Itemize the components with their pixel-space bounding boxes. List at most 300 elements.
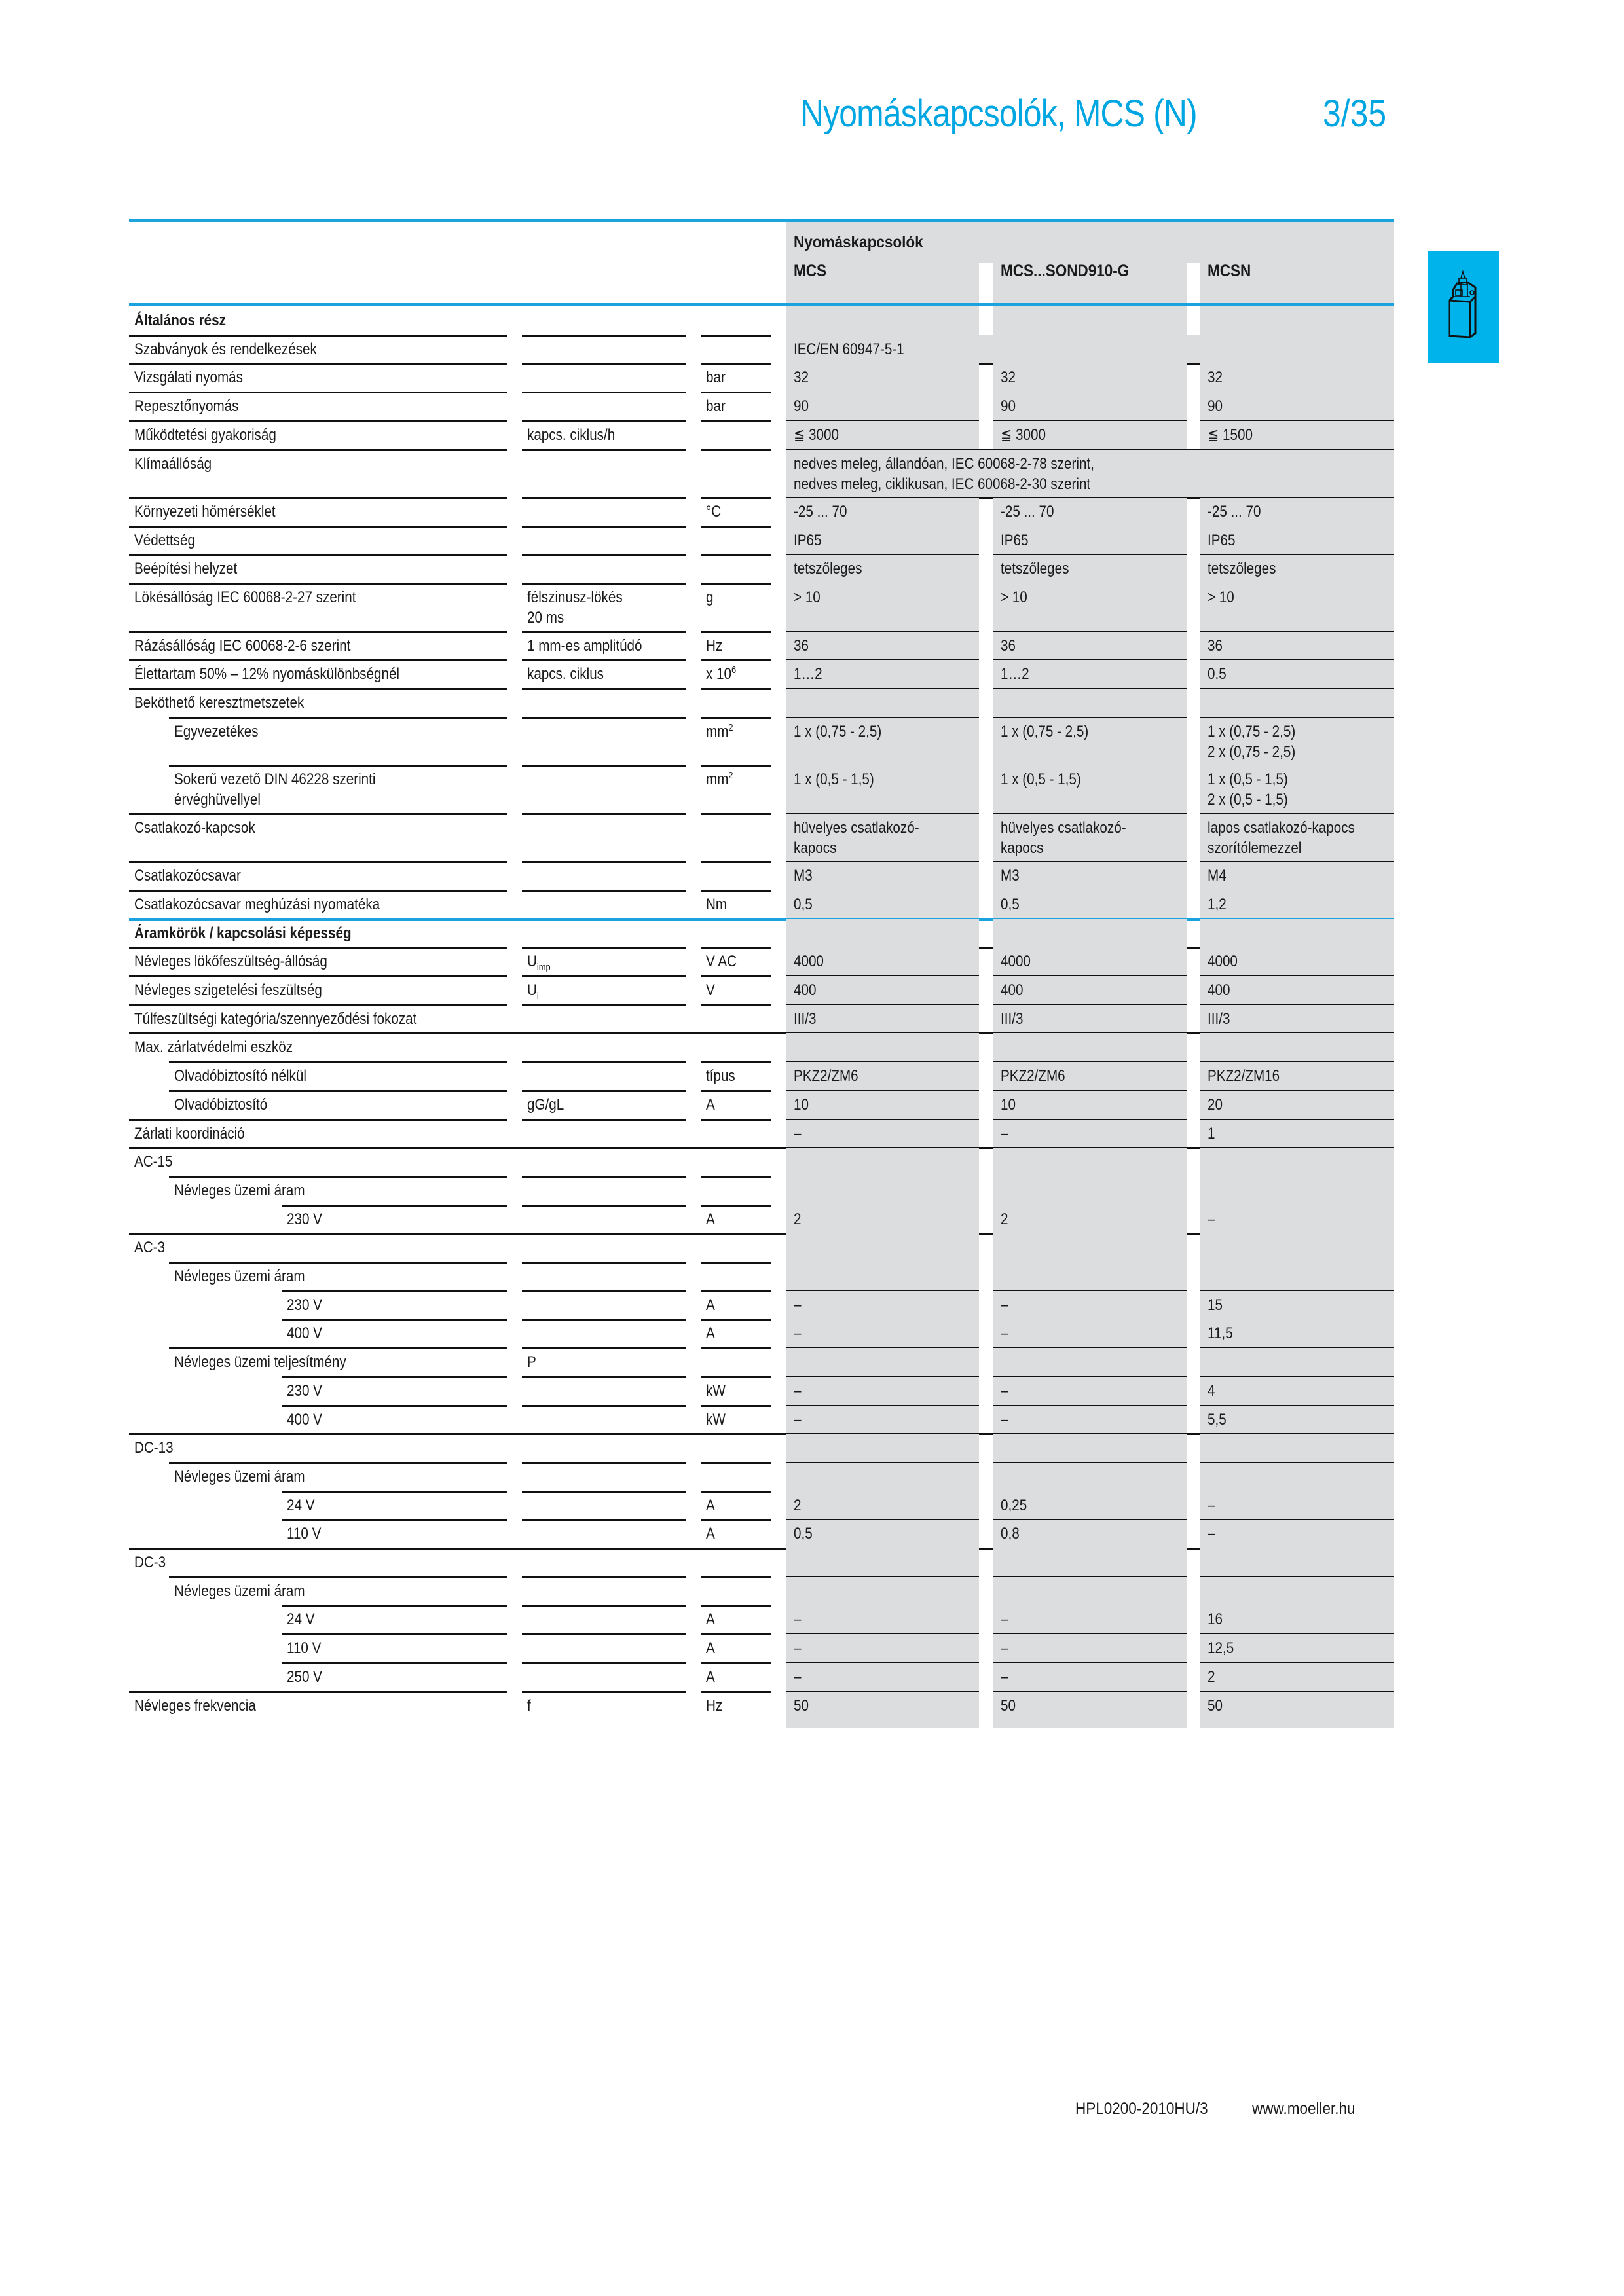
row-rule bbox=[701, 420, 771, 422]
row-gray-bg bbox=[993, 363, 1187, 393]
row-rule bbox=[701, 526, 771, 528]
row-gray-bg bbox=[1200, 660, 1394, 689]
row-rule bbox=[169, 1090, 507, 1092]
row-value-mcsn: 90 bbox=[1208, 397, 1223, 416]
row-unit: V bbox=[706, 981, 715, 999]
row-value-mcsn: 1 x (0,5 - 1,5) 2 x (0,5 - 1,5) bbox=[1208, 771, 1288, 809]
row-gray-bg bbox=[1200, 1205, 1394, 1235]
row-gray-bg bbox=[993, 306, 1187, 336]
row-rule bbox=[169, 1176, 507, 1178]
row-gray-bg bbox=[786, 1233, 979, 1263]
row-gray-bg bbox=[1200, 306, 1394, 336]
row-label: Rázásállóság IEC 60068-2-6 szerint bbox=[134, 636, 351, 655]
section-tab bbox=[1428, 251, 1499, 363]
row-value-span: nedves meleg, állandóan, IEC 60068-2-78 szerint, nedves meleg, ciklikusan, IEC 60068-2-30 szerint bbox=[794, 454, 1094, 493]
row-rule bbox=[282, 1519, 507, 1521]
row-rule bbox=[522, 1061, 686, 1063]
row-rule bbox=[701, 631, 771, 633]
row-unit: A bbox=[706, 1611, 715, 1629]
row-value-mcs: 1 x (0,5 - 1,5) bbox=[794, 771, 874, 789]
row-rule bbox=[522, 1576, 686, 1578]
row-value-mcs: – bbox=[794, 1296, 802, 1314]
row-parameter: 1 mm-es amplitúdó bbox=[527, 636, 642, 655]
row-rule bbox=[701, 813, 771, 815]
row-rule bbox=[701, 947, 771, 949]
row-gray-bg bbox=[993, 1262, 1187, 1292]
row-label: Beépítési helyzet bbox=[134, 560, 238, 578]
row-label: Szabványok és rendelkezések bbox=[134, 340, 317, 358]
row-parameter: kapcs. ciklus bbox=[527, 665, 604, 683]
row-unit: Hz bbox=[706, 1696, 723, 1715]
row-gray-bg bbox=[1200, 919, 1394, 949]
row-rule bbox=[522, 449, 686, 451]
row-rule bbox=[522, 765, 686, 767]
row-gray-bg bbox=[1200, 1262, 1394, 1292]
row-parameter: $U_i$ bbox=[527, 981, 539, 1002]
row-gray-bg bbox=[993, 1291, 1187, 1321]
row-rule bbox=[701, 1119, 771, 1121]
row-rule bbox=[129, 497, 507, 499]
row-gray-bg bbox=[1200, 1377, 1394, 1406]
row-rule bbox=[522, 392, 686, 393]
row-value-mcs: – bbox=[794, 1639, 802, 1658]
row-value-mcs-sond910-g: 0,5 bbox=[1001, 895, 1020, 913]
row-rule bbox=[701, 1061, 771, 1063]
row-unit: Hz bbox=[706, 636, 723, 655]
row-rule bbox=[522, 1262, 686, 1264]
row-rule bbox=[701, 1576, 771, 1578]
row-label: Névleges szigetelési feszültség bbox=[134, 981, 322, 999]
column-header-mcs-sond910-g: MCS...SOND910-G bbox=[1001, 262, 1130, 280]
row-value-mcs-sond910-g: 0,8 bbox=[1001, 1525, 1020, 1543]
row-rule bbox=[129, 1004, 507, 1006]
row-rule bbox=[282, 1662, 507, 1664]
param-subscript: imp bbox=[536, 962, 551, 974]
row-rule bbox=[522, 947, 686, 949]
row-gray-bg bbox=[993, 1319, 1187, 1349]
row-value-mcsn: 50 bbox=[1208, 1696, 1223, 1715]
row-value-mcsn: 15 bbox=[1208, 1296, 1223, 1314]
row-gray-bg bbox=[1200, 1148, 1394, 1177]
row-rule bbox=[701, 717, 771, 719]
row-value-mcs-sond910-g: -25 ... 70 bbox=[1001, 503, 1054, 520]
row-value-mcs-sond910-g: M3 bbox=[1001, 867, 1020, 885]
row-gray-bg bbox=[1200, 392, 1394, 422]
row-gray-bg bbox=[786, 1634, 979, 1664]
row-value-mcsn: 0.5 bbox=[1208, 665, 1227, 683]
row-gray-bg bbox=[993, 1548, 1187, 1578]
column-header-mcs: MCS bbox=[794, 262, 827, 280]
unit-superscript: 6 bbox=[731, 665, 737, 676]
row-value-mcs-sond910-g: 90 bbox=[1001, 397, 1016, 416]
row-gray-bg bbox=[993, 1148, 1187, 1177]
row-value-mcs: -25 ... 70 bbox=[794, 503, 847, 520]
row-rule bbox=[701, 890, 771, 892]
row-rule bbox=[169, 765, 507, 767]
row-gray-bg bbox=[993, 1091, 1187, 1120]
row-value-mcs-sond910-g: – bbox=[1001, 1639, 1008, 1658]
row-rule bbox=[522, 420, 686, 422]
row-value-mcs-sond910-g: PKZ2/ZM6 bbox=[1001, 1067, 1065, 1085]
row-rule bbox=[522, 1119, 686, 1121]
row-label: AC-15 bbox=[134, 1153, 173, 1171]
row-rule bbox=[522, 583, 686, 585]
row-gray-bg bbox=[786, 1663, 979, 1692]
row-rule bbox=[522, 1691, 686, 1693]
row-label: Lökésállóság IEC 60068-2-27 szerint bbox=[134, 589, 356, 607]
row-gray-bg bbox=[1200, 1663, 1394, 1692]
row-label: Sokerű vezető DIN 46228 szerinti érvéghüvellyel bbox=[174, 771, 376, 809]
row-rule bbox=[129, 554, 507, 556]
row-rule bbox=[522, 1205, 686, 1207]
row-value-mcs: 0,5 bbox=[794, 895, 813, 913]
row-label: Olvadóbiztosító nélkül bbox=[174, 1067, 306, 1085]
row-value-mcsn: III/3 bbox=[1208, 1010, 1230, 1028]
row-gray-bg bbox=[1200, 1520, 1394, 1549]
row-value-mcs: – bbox=[794, 1324, 802, 1343]
row-rule bbox=[169, 1462, 507, 1464]
row-rule bbox=[701, 659, 771, 661]
footer-website[interactable]: www.moeller.hu bbox=[1252, 2100, 1356, 2118]
row-rule bbox=[701, 1605, 771, 1607]
row-value-mcsn: 5,5 bbox=[1208, 1410, 1227, 1429]
row-gray-bg bbox=[993, 1348, 1187, 1377]
section-heading: Áramkörök / kapcsolási képesség bbox=[134, 924, 352, 942]
row-value-mcs-sond910-g: 36 bbox=[1001, 636, 1016, 655]
row-rule bbox=[129, 631, 507, 633]
row-rule bbox=[129, 363, 507, 365]
row-label: Olvadóbiztosító bbox=[174, 1095, 268, 1114]
row-rule bbox=[522, 1290, 686, 1292]
row-unit: V AC bbox=[706, 953, 737, 971]
row-rule bbox=[129, 947, 507, 949]
row-value-mcsn: 12,5 bbox=[1208, 1639, 1234, 1658]
row-value-mcs: III/3 bbox=[794, 1010, 817, 1028]
row-value-mcsn: 11,5 bbox=[1208, 1324, 1233, 1343]
row-rule bbox=[701, 1462, 771, 1464]
column-header-mcsn: MCSN bbox=[1208, 262, 1251, 280]
row-value-mcs: ≦ 3000 bbox=[794, 426, 839, 444]
row-value-mcs-sond910-g: 4000 bbox=[1001, 953, 1031, 971]
row-rule bbox=[701, 1633, 771, 1635]
row-value-mcs-sond910-g: – bbox=[1001, 1611, 1008, 1629]
row-unit: A bbox=[706, 1667, 715, 1686]
row-gray-bg bbox=[1200, 632, 1394, 661]
row-value-mcs-sond910-g: – bbox=[1001, 1667, 1008, 1686]
row-rule bbox=[129, 526, 507, 528]
footer-doc-code: HPL0200-2010HU/3 bbox=[1075, 2100, 1208, 2118]
row-gray-bg bbox=[993, 890, 1187, 920]
row-rule bbox=[129, 335, 507, 337]
row-value-mcs-sond910-g: > 10 bbox=[1001, 589, 1027, 607]
row-gray-bg bbox=[786, 306, 979, 336]
row-rule bbox=[522, 717, 686, 719]
row-rule bbox=[701, 1491, 771, 1493]
row-gray-bg bbox=[1200, 1348, 1394, 1377]
row-label: 250 V bbox=[287, 1667, 322, 1686]
row-unit: $mm^2$ bbox=[706, 770, 733, 789]
row-rule bbox=[522, 631, 686, 633]
row-value-mcs: 50 bbox=[794, 1696, 809, 1715]
unit-superscript: 2 bbox=[728, 721, 733, 733]
row-label: Zárlati koordináció bbox=[134, 1124, 245, 1142]
row-label: Csatlakozó-kapcsok bbox=[134, 818, 255, 837]
row-gray-bg bbox=[993, 1377, 1187, 1406]
row-unit: g bbox=[706, 589, 714, 607]
row-value-mcs-sond910-g: III/3 bbox=[1001, 1010, 1024, 1028]
row-rule bbox=[129, 420, 507, 422]
row-rule bbox=[522, 890, 686, 892]
row-rule bbox=[522, 1376, 686, 1378]
row-value-mcsn: 1 x (0,75 - 2,5) 2 x (0,75 - 2,5) bbox=[1208, 722, 1296, 761]
row-label: 400 V bbox=[287, 1410, 322, 1429]
row-gray-bg bbox=[786, 1033, 979, 1063]
row-gray-bg bbox=[993, 1120, 1187, 1149]
row-gray-bg bbox=[786, 1548, 979, 1578]
row-value-mcsn: > 10 bbox=[1208, 589, 1234, 607]
row-gray-bg bbox=[993, 392, 1187, 422]
row-value-mcsn: 32 bbox=[1208, 369, 1223, 387]
row-gray-bg bbox=[1200, 1692, 1394, 1728]
row-gray-bg bbox=[1200, 1406, 1394, 1435]
param-subscript: i bbox=[536, 990, 539, 1002]
row-rule bbox=[129, 813, 507, 815]
row-gray-bg bbox=[1200, 890, 1394, 920]
row-value-mcsn: ≦ 1500 bbox=[1208, 426, 1253, 444]
row-value-mcs-sond910-g: – bbox=[1001, 1124, 1008, 1142]
row-parameter: P bbox=[527, 1353, 536, 1372]
row-value-mcsn: 1,2 bbox=[1208, 895, 1227, 913]
row-label: 230 V bbox=[287, 1210, 322, 1228]
row-gray-bg bbox=[993, 1434, 1187, 1463]
row-value-mcsn: M4 bbox=[1208, 867, 1227, 885]
row-value-mcs-sond910-g: 0,25 bbox=[1001, 1496, 1027, 1514]
row-gray-bg bbox=[786, 392, 979, 422]
row-unit: kW bbox=[706, 1381, 726, 1400]
row-rule bbox=[522, 813, 686, 815]
row-gray-bg bbox=[993, 632, 1187, 661]
row-rule bbox=[701, 688, 771, 690]
row-gray-bg bbox=[786, 1091, 979, 1120]
row-gray-bg bbox=[786, 1406, 979, 1435]
row-rule bbox=[701, 363, 771, 365]
row-gray-bg bbox=[1200, 689, 1394, 718]
row-rule bbox=[701, 449, 771, 451]
row-gray-bg bbox=[786, 1291, 979, 1321]
row-unit: bar bbox=[706, 397, 726, 416]
header-gap-white-2 bbox=[1187, 263, 1200, 305]
row-rule bbox=[701, 1004, 771, 1006]
row-label: Repesztőnyomás bbox=[134, 397, 239, 416]
row-unit: A bbox=[706, 1324, 715, 1343]
row-value-mcs: 400 bbox=[794, 981, 817, 999]
row-gray-bg bbox=[1200, 862, 1394, 891]
row-unit: típus bbox=[706, 1067, 735, 1085]
row-rule bbox=[522, 1491, 686, 1493]
row-rule bbox=[129, 659, 507, 661]
row-rule bbox=[701, 1290, 771, 1292]
row-gray-bg bbox=[993, 1663, 1187, 1692]
row-gray-bg bbox=[1200, 363, 1394, 393]
row-value-mcs: 4000 bbox=[794, 953, 824, 971]
row-rule bbox=[701, 1176, 771, 1178]
row-gray-bg bbox=[1200, 1463, 1394, 1492]
row-gray-bg bbox=[1200, 1120, 1394, 1149]
row-unit: °C bbox=[706, 503, 722, 520]
row-label: Névleges üzemi áram bbox=[174, 1267, 305, 1285]
row-gray-bg bbox=[1200, 1434, 1394, 1463]
page-number: 3/35 bbox=[1323, 92, 1387, 135]
row-rule bbox=[701, 1347, 771, 1349]
row-value-mcs-sond910-g: tetszőleges bbox=[1001, 560, 1069, 578]
row-rule bbox=[701, 1691, 771, 1693]
row-rule bbox=[701, 1205, 771, 1207]
row-value-mcs: 36 bbox=[794, 636, 809, 655]
row-rule bbox=[129, 890, 507, 892]
row-value-mcs: tetszőleges bbox=[794, 560, 862, 578]
row-gray-bg bbox=[786, 1491, 979, 1521]
row-gray-bg bbox=[786, 1205, 979, 1235]
row-gray-bg bbox=[993, 1176, 1187, 1206]
row-label: Védettség bbox=[134, 531, 195, 549]
row-rule bbox=[169, 1061, 507, 1063]
row-value-mcsn: 4000 bbox=[1208, 953, 1238, 971]
row-value-mcs-sond910-g: 50 bbox=[1001, 1696, 1016, 1715]
row-gray-bg bbox=[786, 1463, 979, 1492]
row-parameter: gG/gL bbox=[527, 1095, 564, 1114]
row-gray-bg bbox=[1200, 1605, 1394, 1635]
row-gray-bg bbox=[786, 1377, 979, 1406]
row-parameter: $U_{imp}$ bbox=[527, 953, 551, 974]
row-value-mcs: PKZ2/ZM6 bbox=[794, 1067, 858, 1085]
row-unit: A bbox=[706, 1639, 715, 1658]
row-gray-bg bbox=[993, 1577, 1187, 1607]
row-gray-bg bbox=[786, 1577, 979, 1607]
row-gray-bg bbox=[1200, 1491, 1394, 1521]
row-value-mcs-sond910-g: – bbox=[1001, 1381, 1008, 1400]
row-rule bbox=[129, 1691, 507, 1693]
row-value-mcs: 32 bbox=[794, 369, 809, 387]
row-label: Csatlakozócsavar meghúzási nyomatéka bbox=[134, 895, 380, 913]
row-gray-bg bbox=[786, 1319, 979, 1349]
row-rule bbox=[282, 1605, 507, 1607]
row-value-mcs: 0,5 bbox=[794, 1525, 813, 1543]
row-rule bbox=[701, 975, 771, 977]
row-label: 110 V bbox=[287, 1525, 322, 1543]
row-value-mcs: 90 bbox=[794, 397, 809, 416]
row-gray-bg bbox=[786, 1262, 979, 1292]
row-gray-bg bbox=[786, 632, 979, 661]
row-value-mcs: M3 bbox=[794, 867, 813, 885]
row-value-span: IEC/EN 60947-5-1 bbox=[794, 340, 904, 358]
row-value-mcsn: – bbox=[1208, 1210, 1215, 1228]
row-rule bbox=[129, 392, 507, 393]
row-rule bbox=[129, 583, 507, 585]
row-gray-bg bbox=[993, 1692, 1187, 1728]
row-gray-bg bbox=[993, 919, 1187, 949]
row-unit: A bbox=[706, 1210, 715, 1228]
row-gray-bg bbox=[993, 1233, 1187, 1263]
row-label: Névleges üzemi áram bbox=[174, 1181, 305, 1199]
row-value-mcs-sond910-g: – bbox=[1001, 1296, 1008, 1314]
row-rule bbox=[522, 975, 686, 977]
row-unit: x $10^6$ bbox=[706, 665, 737, 683]
row-rule bbox=[169, 1262, 507, 1264]
row-label: Vizsgálati nyomás bbox=[134, 369, 243, 387]
row-gray-bg bbox=[786, 1348, 979, 1377]
row-rule bbox=[282, 1633, 507, 1635]
row-label: 400 V bbox=[287, 1324, 322, 1343]
row-rule bbox=[129, 449, 507, 451]
row-rule bbox=[169, 1576, 507, 1578]
row-value-mcs: – bbox=[794, 1611, 802, 1629]
header-gap-white-1 bbox=[979, 263, 993, 305]
row-rule bbox=[522, 1405, 686, 1407]
row-value-mcs-sond910-g: 1 x (0,75 - 2,5) bbox=[1001, 722, 1089, 740]
row-rule bbox=[701, 1519, 771, 1521]
row-rule bbox=[169, 1347, 507, 1349]
row-label: Egyvezetékes bbox=[174, 722, 259, 740]
row-gray-bg bbox=[1200, 1548, 1394, 1578]
row-value-mcs-sond910-g: 1 x (0,5 - 1,5) bbox=[1001, 771, 1081, 789]
row-label: DC-13 bbox=[134, 1439, 174, 1457]
row-label: Környezeti hőmérséklet bbox=[134, 503, 276, 520]
row-value-mcs-sond910-g: 10 bbox=[1001, 1095, 1016, 1114]
row-gray-bg bbox=[1200, 1176, 1394, 1206]
section-heading: Általános rész bbox=[134, 312, 226, 329]
row-gray-bg bbox=[1200, 1091, 1394, 1120]
row-gray-bg bbox=[993, 862, 1187, 891]
row-gray-bg bbox=[786, 862, 979, 891]
row-label: 24 V bbox=[287, 1611, 315, 1629]
row-value-mcs-sond910-g: – bbox=[1001, 1324, 1008, 1343]
row-value-mcs-sond910-g: 32 bbox=[1001, 369, 1016, 387]
row-value-mcs: 10 bbox=[794, 1095, 809, 1114]
row-value-mcs-sond910-g: – bbox=[1001, 1410, 1008, 1429]
row-value-mcs: – bbox=[794, 1667, 802, 1686]
row-gray-bg bbox=[786, 1520, 979, 1549]
row-rule bbox=[129, 975, 507, 977]
row-rule bbox=[701, 1262, 771, 1264]
row-value-mcs-sond910-g: IP65 bbox=[1001, 531, 1029, 549]
row-rule bbox=[522, 1176, 686, 1178]
row-rule bbox=[282, 1319, 507, 1321]
row-label: Túlfeszültségi kategória/szennyeződési fokozat bbox=[134, 1010, 417, 1028]
row-label: Névleges lökőfeszültség-állóság bbox=[134, 953, 327, 971]
row-rule bbox=[522, 1662, 686, 1664]
row-value-mcsn: 4 bbox=[1208, 1381, 1215, 1400]
row-gray-bg bbox=[993, 1634, 1187, 1664]
row-value-mcs: 2 bbox=[794, 1210, 802, 1228]
row-rule bbox=[522, 1004, 686, 1006]
row-rule bbox=[129, 861, 507, 863]
row-rule bbox=[522, 688, 686, 690]
row-gray-bg bbox=[1200, 1577, 1394, 1607]
row-gray-bg bbox=[786, 1434, 979, 1463]
row-gray-bg bbox=[993, 1605, 1187, 1635]
row-label: 230 V bbox=[287, 1296, 322, 1314]
row-rule bbox=[522, 1633, 686, 1635]
row-rule bbox=[701, 861, 771, 863]
row-rule bbox=[522, 1090, 686, 1092]
page-title: Nyomáskapcsolók, MCS (N) bbox=[800, 92, 1197, 135]
row-unit: A bbox=[706, 1525, 715, 1543]
row-label: Működtetési gyakoriság bbox=[134, 426, 276, 444]
row-gray-bg bbox=[786, 363, 979, 393]
row-unit: $mm^2$ bbox=[706, 721, 733, 740]
row-value-mcsn: 36 bbox=[1208, 636, 1223, 655]
row-label: Klímaállóság bbox=[134, 454, 212, 473]
